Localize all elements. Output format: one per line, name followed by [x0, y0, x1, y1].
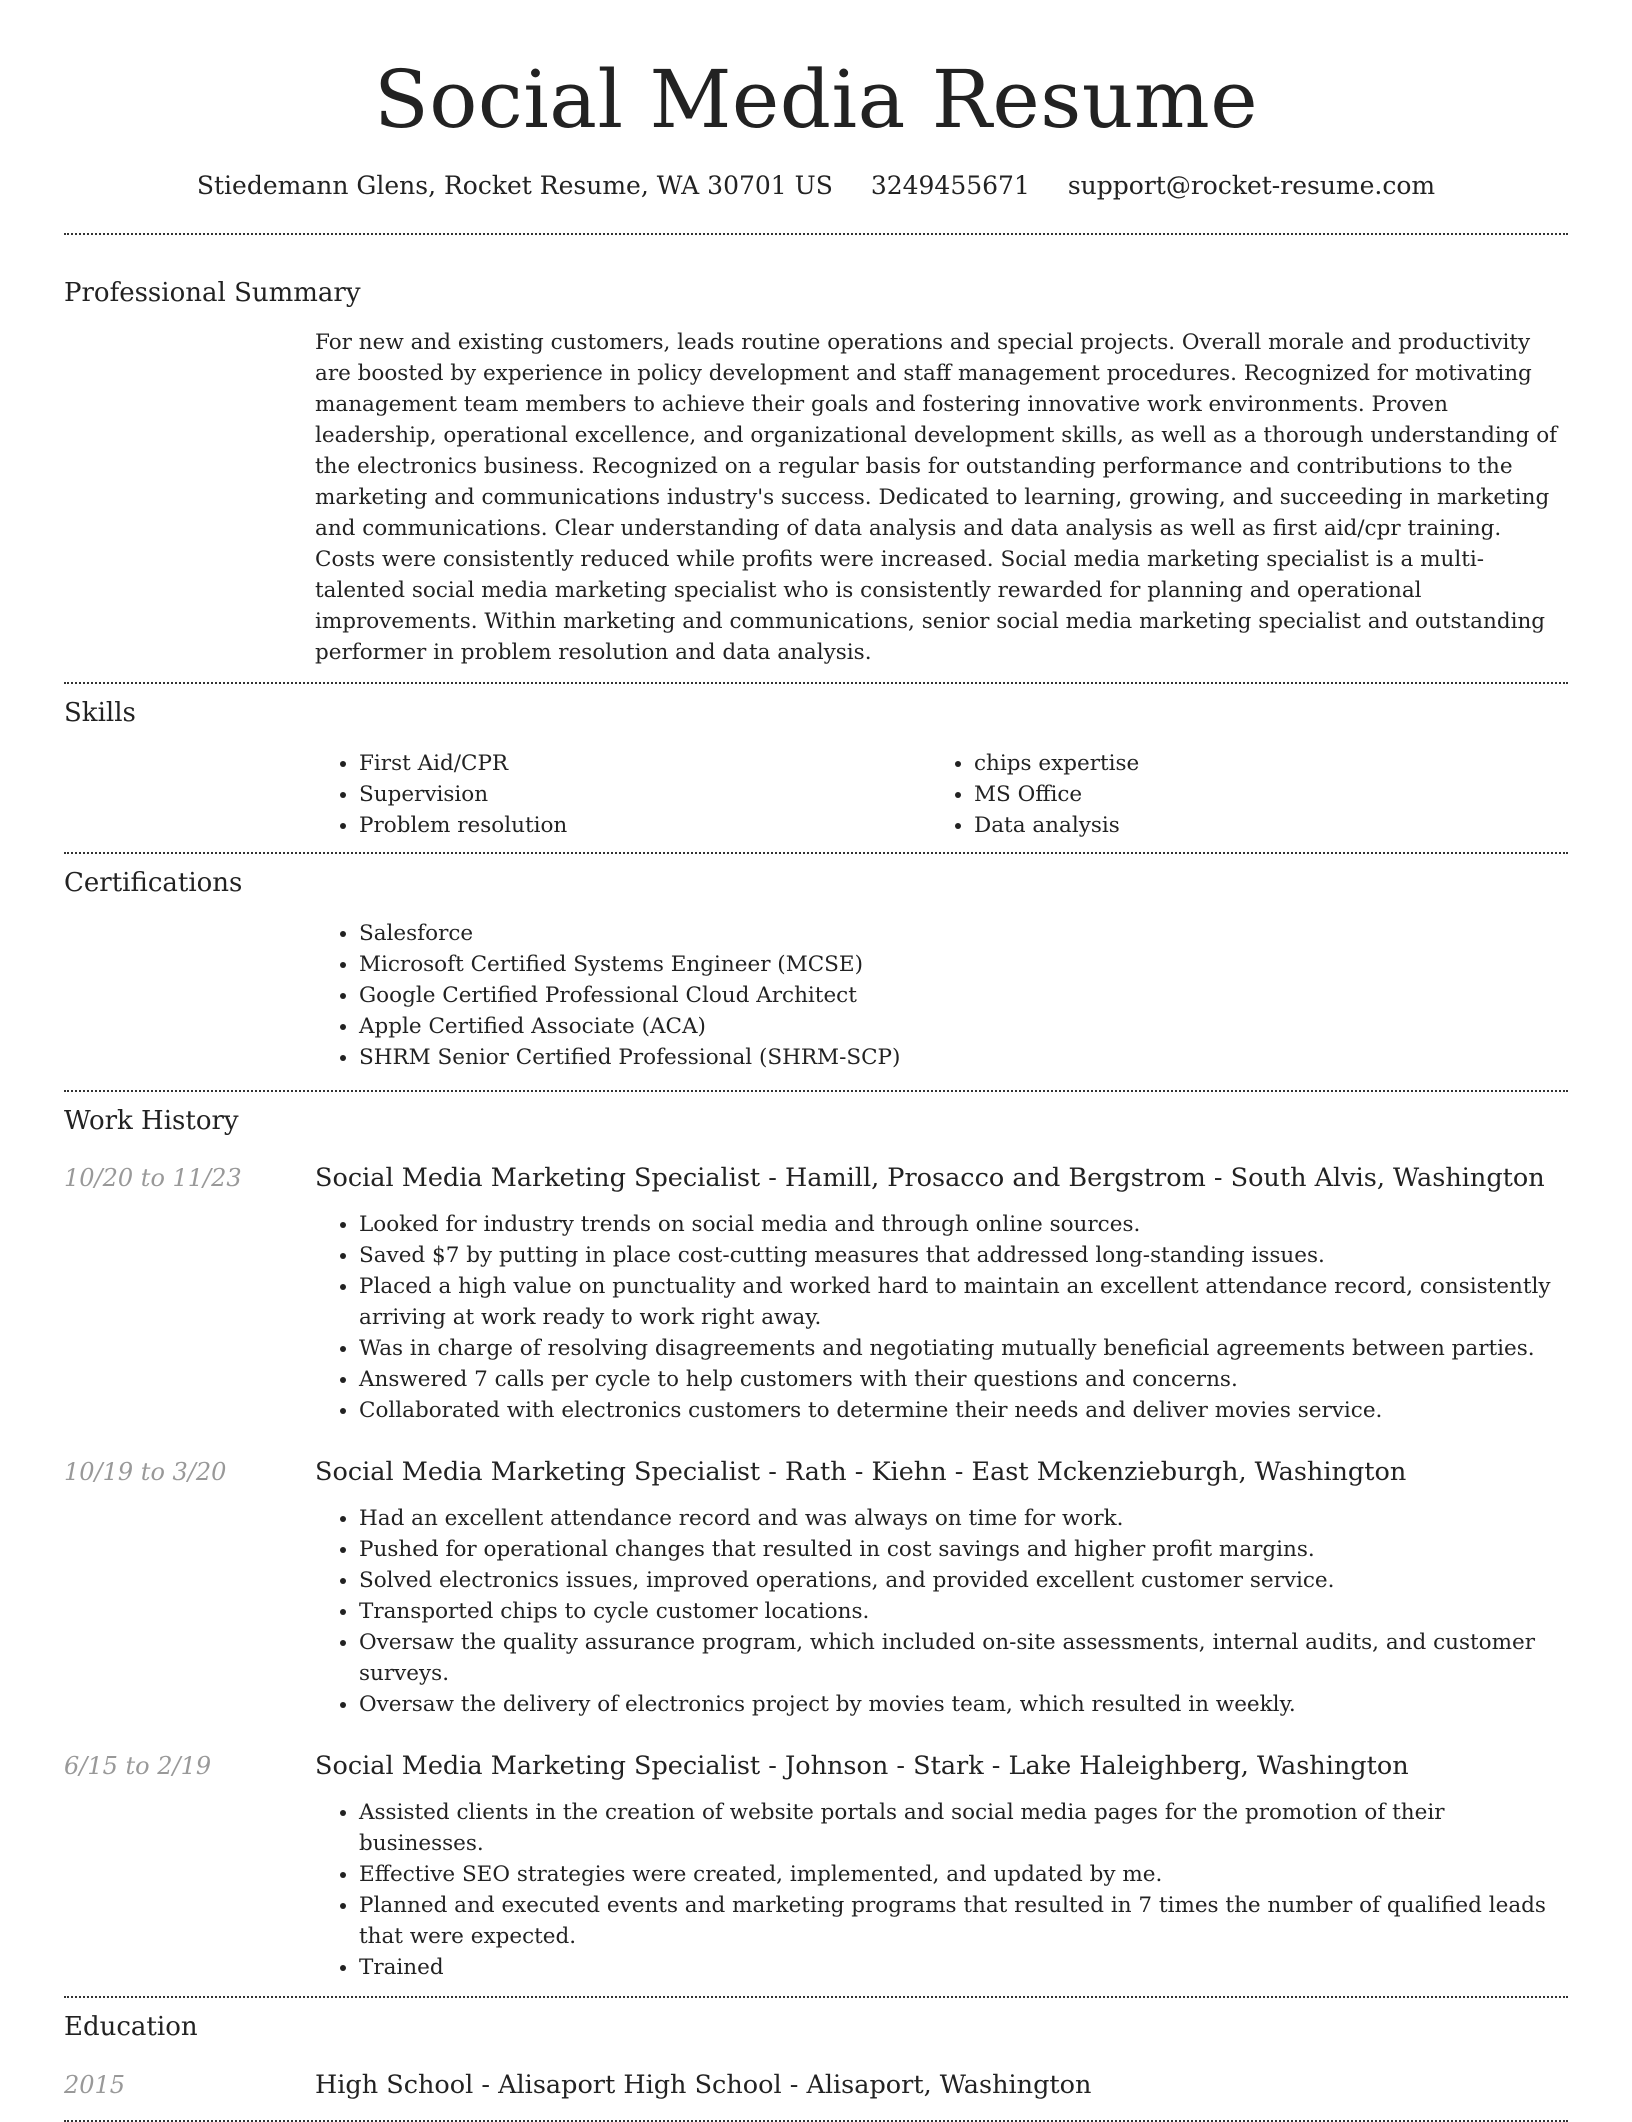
job-details: [315, 1209, 1568, 1426]
certification-item: • SHRM Senior Certified Professional (SHRM-SCP): [359, 1042, 1568, 1073]
skill-item: • chips expertise: [974, 748, 1545, 779]
summary-heading: Professional Summary: [64, 278, 361, 308]
job-details: [315, 1503, 1568, 1720]
job-details: [315, 1797, 1568, 1983]
summary-text: For new and existing customers, leads routine operations and special projects. Overall morale and productivity are boosted by experience in policy development and staff management procedures. Recognized for motivating management team members to achieve their goals and fostering innovative work environments. Proven leadership, operational excellence, and organizational development skills, as well as a thorough understanding of the electronics business. Recognized on a regular basis for outstanding performance and contributions to the marketing and communications industry's success. Dedicated to learning, growing, and succeeding in marketing and communications. Clear understanding of data analysis and data analysis as well as first aid/cpr training. Costs were consistently reduced while profits were increased. Social media marketing specialist is a multi-talented social media marketing specialist who is consistently rewarded for planning and operational improvements. Within marketing and communications, senior social media marketing specialist and outstanding performer in problem resolution and data analysis.: [315, 330, 1558, 665]
certification-item: • Google Certified Professional Cloud Architect: [359, 980, 1568, 1011]
certification-item: • Apple Certified Associate (ACA): [359, 1011, 1568, 1042]
education-section: [64, 2009, 1568, 2103]
section-divider: [64, 852, 1568, 854]
job-bullet: • Collaborated with electronics customers to determine their needs and deliver movies service.: [359, 1395, 1568, 1426]
job-bullet: • Had an excellent attendance record and was always on time for work.: [359, 1503, 1568, 1534]
summary-body: [315, 327, 1568, 668]
job-bullets: [315, 1797, 1568, 1983]
job-entry: [64, 1454, 1568, 1720]
job-bullet: • Effective SEO strategies were created, implemented, and updated by me.: [359, 1859, 1568, 1890]
contact-email: support@rocket-resume.com: [1067, 171, 1436, 200]
skill-item: • MS Office: [974, 779, 1545, 810]
job-dates: 6/15 to 2/19: [64, 1752, 212, 1780]
job-bullet: • Oversaw the quality assurance program, which included on-site assessments, internal audits, and customer surveys.: [359, 1627, 1568, 1689]
job-bullet: • Transported chips to cycle customer locations.: [359, 1596, 1568, 1627]
contact-phone: 3249455671: [870, 171, 1030, 200]
skills-list: [315, 748, 1568, 841]
certifications-heading: Certifications: [64, 868, 243, 898]
job-entry: [64, 1748, 1568, 1983]
job-bullet: • Assisted clients in the creation of website portals and social media pages for the promotion of their businesses.: [359, 1797, 1568, 1859]
job-entry: [64, 1160, 1568, 1426]
skill-item: • First Aid/CPR: [359, 748, 930, 779]
job-bullet: • Oversaw the delivery of electronics project by movies team, which resulted in weekly.: [359, 1689, 1568, 1720]
education-year: 2015: [64, 2071, 126, 2099]
job-bullet: • Trained: [359, 1952, 1568, 1983]
contact-address: Stiedemann Glens, Rocket Resume, WA 30701 US: [196, 171, 833, 200]
skill-item: • Supervision: [359, 779, 930, 810]
job-title: Social Media Marketing Specialist - Johnson - Stark - Lake Haleighberg, Washington: [315, 1751, 1409, 1781]
education-entry: [64, 2067, 1568, 2103]
job-bullet: • Answered 7 calls per cycle to help customers with their questions and concerns.: [359, 1364, 1568, 1395]
skills-column-left: [315, 748, 930, 841]
job-dates: 10/19 to 3/20: [64, 1458, 227, 1486]
job-bullet: • Saved $7 by putting in place cost-cutting measures that addressed long-standing issues.: [359, 1240, 1568, 1271]
certifications-body: [315, 918, 1568, 1073]
job-dates: 10/20 to 11/23: [64, 1164, 242, 1192]
summary-section: [64, 275, 1568, 668]
work-history-heading: Work History: [64, 1106, 239, 1136]
education-heading: Education: [64, 2012, 198, 2042]
skills-heading: Skills: [64, 698, 136, 728]
skill-item: • Problem resolution: [359, 810, 930, 841]
job-bullet: • Was in charge of resolving disagreements and negotiating mutually beneficial agreements between parties.: [359, 1333, 1568, 1364]
job-bullet: • Placed a high value on punctuality and worked hard to maintain an excellent attendance record, consistently arriving at work ready to work right away.: [359, 1271, 1568, 1333]
job-bullet: • Solved electronics issues, improved operations, and provided excellent customer service.: [359, 1565, 1568, 1596]
education-title: High School - Alisaport High School - Alisaport, Washington: [315, 2070, 1092, 2100]
section-divider: [64, 1996, 1568, 1998]
job-bullet: • Planned and executed events and marketing programs that resulted in 7 times the number of qualified leads that were expected.: [359, 1890, 1568, 1952]
job-title: Social Media Marketing Specialist - Rath - Kiehn - East Mckenzieburgh, Washington: [315, 1457, 1407, 1487]
skills-column-right: [930, 748, 1545, 841]
certification-item: • Microsoft Certified Systems Engineer (MCSE): [359, 949, 1568, 980]
certification-item: • Salesforce: [359, 918, 1568, 949]
section-divider: [64, 233, 1568, 235]
job-bullet: • Pushed for operational changes that resulted in cost savings and higher profit margins.: [359, 1534, 1568, 1565]
certifications-section: [64, 865, 1568, 1073]
section-divider: [64, 682, 1568, 684]
resume-page: [64, 0, 1568, 2122]
job-bullets: [315, 1209, 1568, 1426]
section-divider: [64, 1090, 1568, 1092]
skill-item: • Data analysis: [974, 810, 1545, 841]
skills-section: [64, 695, 1568, 841]
work-history-section: [64, 1103, 1568, 1983]
resume-title: Social Media Resume: [373, 53, 1259, 146]
contact-line: [64, 168, 1568, 204]
certifications-list: [315, 918, 1568, 1073]
job-title: Social Media Marketing Specialist - Hamill, Prosacco and Bergstrom - South Alvis, Washington: [315, 1163, 1545, 1193]
job-bullets: [315, 1503, 1568, 1720]
job-bullet: • Looked for industry trends on social media and through online sources.: [359, 1209, 1568, 1240]
